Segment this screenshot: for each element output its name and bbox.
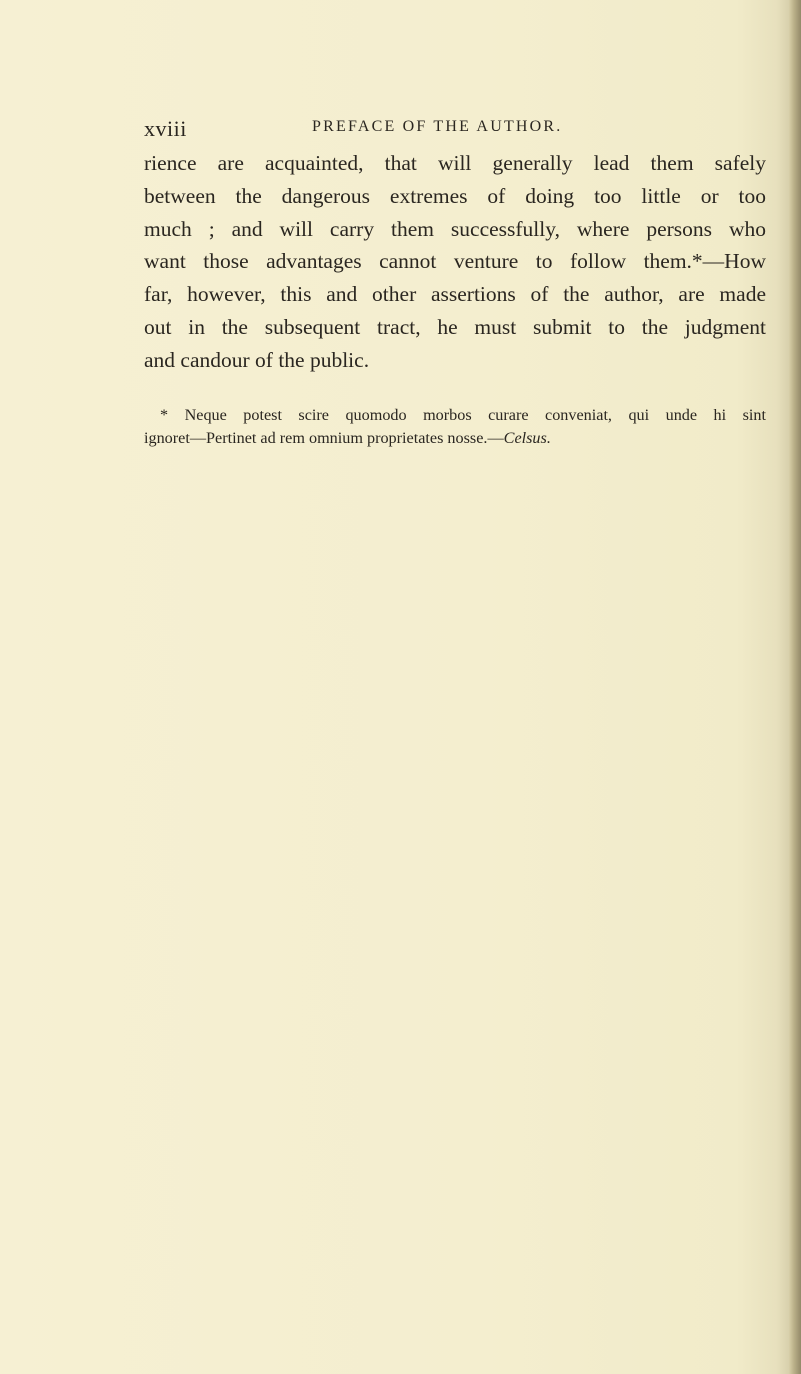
running-head (144, 116, 764, 140)
body-paragraph (144, 147, 766, 377)
footnote-source: Celsus. (503, 429, 551, 447)
page-number: xviii (144, 116, 187, 141)
footnote (144, 404, 766, 450)
body-line: and candour of the public. (144, 347, 370, 372)
body-line: want those advantages cannot venture to follow them.*—How (144, 249, 766, 274)
body-line: out in the subsequent tract, he must submit to the judgment (144, 314, 766, 339)
body-line: rience are acquainted, that will generally lead them safely (144, 151, 766, 175)
body-line: much ; and will carry them successfully, where persons who (144, 216, 766, 241)
body-line: between the dangerous extremes of doing too little or too (144, 183, 766, 208)
footnote-text: ignoret—Pertinet ad rem omnium proprietates nosse.— (144, 429, 504, 447)
running-title: PREFACE OF THE AUTHOR. (312, 118, 563, 135)
page-edge (789, 0, 801, 1374)
body-line: far, however, this and other assertions of the author, are made (144, 282, 766, 307)
footnote-line: * Neque potest scire quomodo morbos curare conveniat, qui unde hi sint (160, 406, 766, 424)
footnote-line (144, 427, 766, 450)
